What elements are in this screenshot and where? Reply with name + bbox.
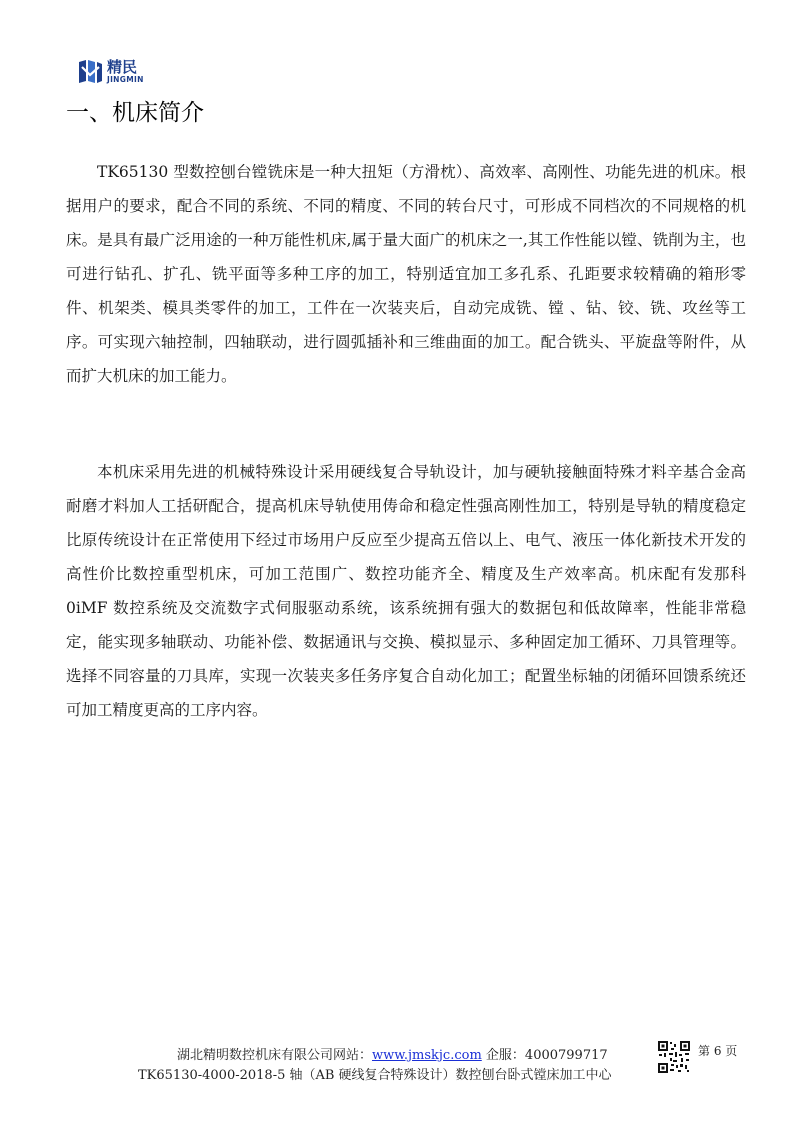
footer-company-text: 湖北精明数控机床有限公司网站： xyxy=(177,1048,373,1063)
jm-logo-icon xyxy=(77,59,103,85)
footer-service-label: 企服： xyxy=(481,1048,525,1063)
footer-contact-line xyxy=(177,1044,608,1063)
logo-english-text: JINGMIN xyxy=(107,75,144,85)
footer-service-phone: 4000799717 xyxy=(524,1048,608,1063)
intro-paragraph-2: 本机床采用先进的机械特殊设计采用硬线复合导轨设计，加与硬轨接触面特殊才料辛基合金高耐磨才料加人工括研配合，提高机床导轨使用俦命和稳定性强高刚性加工，特别是导轨的精度稳定比原传统设计在正常使用下经过市场用户反应至少提高五倍以上、电气、液压一体化新技术开发的高性价比数控重型机床，可加工范围广、数控功能齐全、精度及生产效率高。机床配有发那科 0iMF 数控系统及交流数字式伺服驱动系统，该系统拥有强大的数据包和低故障率，性能非常稳定，能实现多轴联动、功能补偿、数据通讯与交换、模拟显示、多种固定加工循环、刀具管理等。选择不同容量的刀具库，实现一次装夹多任务序复合自动化加工；配置坐标轴的闭循环回馈系统还可加工精度更高的工序内容。 xyxy=(66,463,746,719)
intro-paragraph-1: TK65130 型数控刨台镗铣床是一种大扭矩（方滑枕）、高效率、高刚性、功能先进的机床。根据用户的要求，配合不同的系统、不同的精度、不同的转台尺寸，可形成不同档次的不同规格的机床。是具有最广泛用途的一种万能性机床,属于量大面广的机床之一,其工作性能以镗、铣削为主，也可进行钻孔、扩孔、铣平面等多种工序的加工，特别适宜加工多孔系、孔距要求较精确的箱形零件、机架类、模具类零件的加工，工件在一次装夹后，自动完成铣、镗 、钻、铰、铣、攻丝等工序。可实现六轴控制，四轴联动，进行圆弧插补和三维曲面的加工。配合铣头、平旋盘等附件，从而扩大机床的加工能力。 xyxy=(66,163,746,385)
footer-document-line: TK65130-4000-2018-5 轴（AB 硬线复合特殊设计）数控刨台卧式镗床加工中心 xyxy=(138,1068,612,1083)
section-title: 一、机床简介 xyxy=(66,100,204,126)
company-logo xyxy=(77,59,144,85)
qr-code-icon xyxy=(657,1040,691,1074)
logo-chinese-text: 精民 xyxy=(107,58,138,77)
page-number: 第 6 页 xyxy=(698,1044,738,1058)
footer-website-link[interactable]: www.jmskjc.com xyxy=(372,1048,482,1063)
